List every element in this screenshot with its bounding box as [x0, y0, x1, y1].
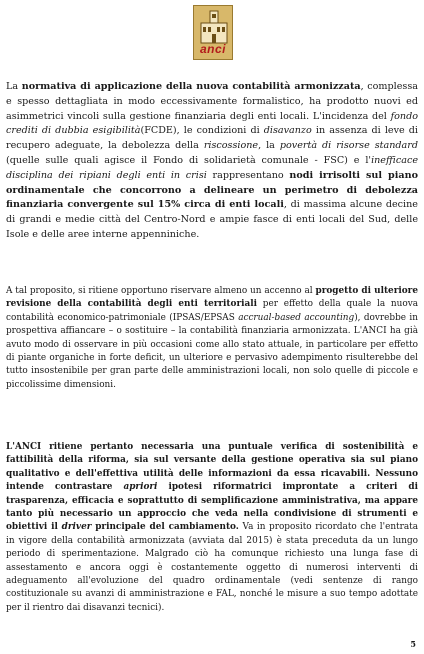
- text-run: principale del cambiamento.: [91, 522, 239, 533]
- text-run: accrual-based accounting: [238, 312, 355, 323]
- paragraph-verifica-sostenibilita: [6, 441, 418, 615]
- town-hall-emblem: [197, 9, 231, 45]
- text-run: La: [6, 81, 22, 92]
- text-run: nodi irrisolti sul piano ordinamentale che concorrono a delineare un perimetro di debolezza finanziaria convergente sul 15% circa di enti locali: [6, 169, 418, 211]
- text-run: (quelle sulle quali agisce il Fondo di solidarietà comunale - FSC) e l': [6, 154, 372, 166]
- text-run: , di massima alcune decine di grandi e medie città del Centro-Nord e ampie fasce di enti locali del Sud, delle Isole e delle aree interne appenniniche.: [6, 199, 418, 240]
- page-number: 5: [410, 639, 416, 649]
- anci-logo: [193, 5, 233, 60]
- text-run: , la: [258, 140, 280, 152]
- text-run: riscossione: [203, 140, 259, 152]
- paragraph-normativa: [6, 80, 418, 243]
- text-run: inefficace disciplina dei ripiani degli enti in crisi: [6, 154, 418, 181]
- text-run: per effetto della quale la nuova contabilità economico-patrimoniale (IPSAS/EPSAS: [6, 299, 418, 323]
- logo-brand-text: anci: [199, 42, 226, 56]
- paragraph-revisione-contabilita: [6, 285, 418, 392]
- text-run: Nessuno intende contrastare: [6, 468, 418, 493]
- text-run: povertà di risorse standard: [279, 140, 419, 152]
- text-run: apriori: [123, 482, 158, 493]
- text-run: in assenza di leve di recupero adeguate, la debolezza della: [6, 125, 418, 152]
- text-run: driver: [61, 522, 92, 533]
- text-run: , complessa e spesso dettagliata in modo eccessivamente formalistico, ha prodotto nuovi ed asimmetrici vincoli sulla gestione finanziaria degli enti locali. L'incidenza del: [6, 81, 418, 122]
- text-run: disavanzo: [263, 125, 312, 137]
- text-run: normativa di applicazione della nuova contabilità armonizzata: [21, 81, 361, 92]
- text-run: fondo crediti di dubbia esigibilità: [6, 110, 418, 137]
- text-run: rappresentano: [206, 169, 290, 181]
- text-run: progetto di ulteriore revisione della contabilità degli enti territoriali: [6, 286, 418, 310]
- text-run: (FCDE), le condizioni di: [140, 125, 264, 137]
- text-run: ipotesi riformatrici improntate a criteri di trasparenza, efficacia e soprattutto di semplificazione amministrativa, ma appare tanto più necessario un approccio che veda nella condivisione di strumenti e obiettivi il: [6, 482, 418, 533]
- text-run: Va in proposito ricordato che l'entrata in vigore della contabilità armonizzata (avviata dal 2015) è stata preceduta da un lungo periodo di sperimentazione. Malgrado ciò ha comunque richiesto una lunga fase di assestamento e ancora oggi è costantemente oggetto di numerosi interventi di adeguamento all'evoluzione del quadro ordinamentale (vedi sentenze di rango costituzionale su avanzi di amministrazione e FAL, nonché le misure a suo tempo adottate per il rientro dai disavanzi tecnici).: [6, 522, 419, 613]
- text-run: A tal proposito, si ritiene opportuno riservare almeno un accenno al: [6, 286, 316, 296]
- text-run: ), dovrebbe in prospettiva affiancare – o sostituire – la contabilità finanziaria armonizzata. L'ANCI ha già avuto modo di osservare in più occasioni come allo stato attuale, in particolare per effetto di piante organiche in forte deficit, un ulteriore e pervasivo adempimento risulterebbe del tutto insostenibile per gran parte delle amministrazioni locali, non solo quelle di piccole e piccolissime dimensioni.: [6, 312, 418, 390]
- text-run: L'ANCI ritiene pertanto necessaria una puntuale verifica di sostenibilità e fattibilità della riforma, sia sul versante della gestione operativa sia sul piano qualitativo e dell'effettiva utilità delle informazioni da essa ricavabili.: [6, 442, 418, 479]
